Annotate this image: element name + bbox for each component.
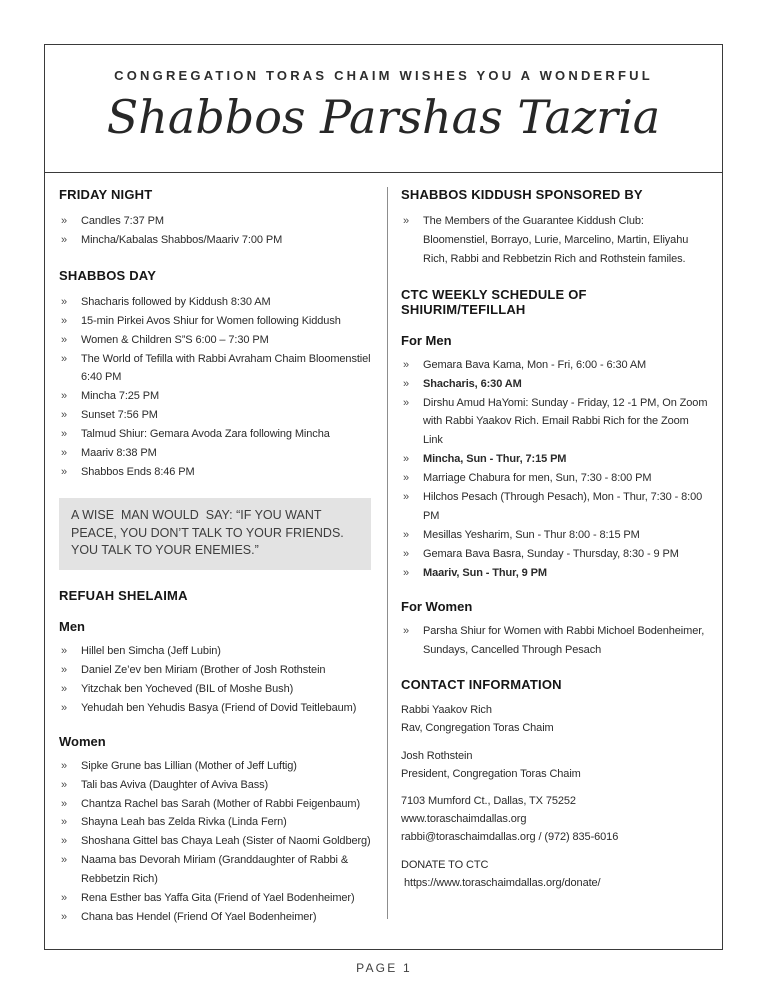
right-column (401, 173, 708, 949)
schedule-item-text: Mincha 7:25 PM (81, 390, 160, 403)
bullet-icon: » (61, 314, 68, 327)
heading-kiddush-sponsor: SHABBOS KIDDUSH SPONSORED BY (401, 187, 643, 202)
refuah-item (59, 680, 371, 699)
bullet-icon: » (403, 528, 410, 541)
friday-night-list (59, 212, 371, 250)
refuah-item-text: Shoshana Gittel bas Chaya Leah (Sister of Naomi Goldberg) (81, 835, 371, 848)
schedule-item (59, 425, 371, 444)
kiddush-sponsor-list (401, 212, 708, 269)
heading-shabbos-day: SHABBOS DAY (59, 267, 157, 283)
schedule-item-text: Women & Children S”S 6:00 – 7:30 PM (81, 333, 269, 346)
schedule-item-text: Mincha, Sun - Thur, 7:15 PM (423, 453, 567, 466)
bullet-icon: » (61, 701, 68, 714)
bullet-icon: » (403, 215, 410, 227)
bullet-icon: » (61, 295, 68, 308)
schedule-item (59, 312, 371, 331)
schedule-item-text: Talmud Shiur: Gemara Avoda Zara following Mincha (81, 428, 330, 441)
bullet-icon: » (61, 854, 68, 867)
refuah-item-text: Yitzchak ben Yocheved (BIL of Moshe Bush) (81, 682, 294, 695)
bullet-icon: » (61, 892, 68, 905)
donate-url: https://www.toraschaimdallas.org/donate/ (401, 876, 601, 889)
bullet-icon: » (61, 409, 68, 422)
refuah-item-text: Chana bas Hendel (Friend Of Yael Bodenheimer) (81, 911, 317, 923)
refuah-item (59, 908, 371, 927)
schedule-item-text: Hilchos Pesach (Through Pesach), Mon - Thur, 7:30 - 8:00 PM (423, 491, 703, 522)
bullet-icon: » (61, 778, 68, 791)
heading-for-women: For Women (401, 598, 473, 614)
refuah-item-text: Shayna Leah bas Zelda Rivka (Linda Fern) (81, 816, 287, 829)
schedule-item (401, 375, 708, 394)
schedule-item-text: Mincha/Kabalas Shabbos/Maariv 7:00 PM (81, 233, 283, 246)
bullet-icon: » (61, 215, 68, 227)
schedule-item (401, 450, 708, 469)
schedule-item-text: The World of Tefilla with Rabbi Avraham Chaim Bloomenstiel 6:40 PM (81, 352, 371, 384)
page-title: Shabbos Parshas Tazria (106, 90, 661, 144)
refuah-item (59, 889, 371, 908)
donate-label: DONATE TO CTC (401, 858, 489, 871)
schedule-item (401, 356, 708, 375)
sponsor-item-text: The Members of the Guarantee Kiddush Club: Bloomenstiel, Borrayo, Lurie, Marcelino, Martin, Eliyahu Rich, Rabbi and Rebbetzin Rich and Rothstein familes. (423, 215, 689, 265)
schedule-item-text: Marriage Chabura for men, Sun, 7:30 - 8:00 PM (423, 472, 652, 485)
schedule-item (401, 469, 708, 488)
schedule-item (59, 350, 371, 388)
schedule-item-text: 15-min Pirkei Avos Shiur for Women following Kiddush (81, 314, 341, 327)
schedule-item (401, 564, 708, 583)
refuah-item (59, 699, 371, 718)
rabbi-name: Rabbi Yaakov Rich (401, 704, 492, 717)
for-women-list (401, 622, 708, 660)
bullet-icon: » (61, 352, 68, 365)
schedule-item (401, 622, 708, 660)
heading-refuah-women: Women (59, 733, 106, 749)
schedule-item-text: Sunset 7:56 PM (81, 409, 158, 422)
bullet-icon: » (61, 911, 68, 923)
shabbos-day-list (59, 293, 371, 482)
schedule-item-text: Parsha Shiur for Women with Rabbi Michoel Bodenheimer, Sundays, Cancelled Through Pesach (423, 624, 705, 656)
rabbi-title: Rav, Congregation Toras Chaim (401, 722, 554, 735)
schedule-item-text: Gemara Bava Basra, Sunday - Thursday, 8:30 - 9 PM (423, 547, 679, 560)
shul-email-phone: rabbi@toraschaimdallas.org / (972) 835-6016 (401, 831, 619, 844)
schedule-item-text: Maariv 8:38 PM (81, 447, 157, 460)
bullet-icon: » (61, 797, 68, 810)
refuah-item (59, 813, 371, 832)
sponsor-item (401, 212, 708, 269)
contact-rabbi (401, 702, 708, 737)
bullet-icon: » (61, 835, 68, 848)
refuah-item-text: Hillel ben Simcha (Jeff Lubin) (81, 645, 221, 658)
schedule-item-text: Shacharis followed by Kiddush 8:30 AM (81, 295, 271, 308)
schedule-item-text: Gemara Bava Kama, Mon - Fri, 6:00 - 6:30 AM (423, 358, 647, 371)
bullet-icon: » (61, 759, 68, 772)
refuah-item (59, 795, 371, 814)
masthead-kicker: CONGREGATION TORAS CHAIM WISHES YOU A WONDERFUL (114, 68, 653, 83)
for-men-list (401, 356, 708, 583)
refuah-item-text: Chantza Rachel bas Sarah (Mother of Rabbi Feigenbaum) (81, 797, 361, 810)
schedule-item-text: Maariv, Sun - Thur, 9 PM (423, 566, 547, 579)
schedule-item (59, 406, 371, 425)
refuah-item-text: Rena Esther bas Yaffa Gita (Friend of Yael Bodenheimer) (81, 892, 355, 905)
bullet-icon: » (403, 491, 410, 504)
refuah-item-text: Daniel Ze’ev ben Miriam (Brother of Josh Rothstein (81, 664, 326, 677)
heading-for-men: For Men (401, 332, 452, 348)
bullet-icon: » (61, 428, 68, 441)
masthead (45, 45, 722, 173)
bullet-icon: » (403, 566, 410, 579)
refuah-men-list (59, 642, 371, 718)
donate-block (401, 857, 708, 892)
schedule-item (401, 394, 708, 451)
content-columns (45, 173, 722, 949)
schedule-item-text: Candles 7:37 PM (81, 215, 164, 227)
schedule-item (59, 231, 371, 250)
schedule-item-text: Dirshu Amud HaYomi: Sunday - Friday, 12 -1 PM, On Zoom with Rabbi Yaakov Rich. Email Rabbi Rich for the Zoom Link (423, 396, 708, 447)
bullet-icon: » (61, 465, 68, 478)
column-divider (387, 187, 388, 919)
bullet-icon: » (61, 645, 68, 658)
refuah-item-text: Naama bas Devorah Miriam (Granddaughter of Rabbi & Rebbetzin Rich) (81, 854, 349, 886)
bullet-icon: » (61, 233, 68, 246)
refuah-item (59, 661, 371, 680)
bullet-icon: » (61, 333, 68, 346)
bullet-icon: » (403, 453, 410, 466)
heading-contact-information: CONTACT INFORMATION (401, 677, 562, 693)
refuah-item-text: Sipke Grune bas Lillian (Mother of Jeff Luftig) (81, 759, 297, 772)
refuah-item (59, 776, 371, 795)
bullet-icon: » (61, 390, 68, 403)
bullet-icon: » (403, 624, 410, 637)
heading-refuah-shelaima: REFUAH SHELAIMA (59, 588, 188, 604)
quote-callout: A WISE MAN WOULD SAY: “IF YOU WANT PEACE, YOU DON’T TALK TO YOUR FRIENDS. YOU TALK TO YOUR ENEMIES.” (59, 498, 371, 570)
schedule-item (59, 293, 371, 312)
heading-refuah-men: Men (59, 619, 85, 635)
schedule-item (59, 444, 371, 463)
schedule-item (59, 387, 371, 406)
heading-weekly-schedule: CTC WEEKLY SCHEDULE OF SHIURIM/TEFILLAH (401, 286, 587, 317)
schedule-item (401, 526, 708, 545)
bullet-icon: » (61, 664, 68, 677)
bullet-icon: » (403, 358, 410, 371)
document-border-box (44, 44, 723, 950)
schedule-item (59, 212, 371, 231)
bullet-icon: » (403, 396, 410, 409)
bullet-icon: » (403, 377, 410, 390)
president-name: Josh Rothstein (401, 749, 473, 762)
refuah-item (59, 757, 371, 776)
contact-president (401, 748, 708, 783)
page-number-label: PAGE 1 (356, 961, 412, 975)
bullet-icon: » (403, 547, 410, 560)
refuah-item (59, 832, 371, 851)
schedule-item (401, 488, 708, 526)
schedule-item-text: Shabbos Ends 8:46 PM (81, 465, 195, 478)
heading-friday-night: FRIDAY NIGHT (59, 187, 153, 202)
shul-website: www.toraschaimdallas.org (401, 813, 527, 826)
bullet-icon: » (403, 472, 410, 485)
bullet-icon: » (61, 816, 68, 829)
refuah-item-text: Tali bas Aviva (Daughter of Aviva Bass) (81, 778, 269, 791)
schedule-item (401, 545, 708, 564)
refuah-item-text: Yehudah ben Yehudis Basya (Friend of Dovid Teitlebaum) (81, 701, 357, 714)
schedule-item-text: Mesillas Yesharim, Sun - Thur 8:00 - 8:15 PM (423, 528, 640, 541)
shul-address: 7103 Mumford Ct., Dallas, TX 75252 (401, 795, 576, 808)
refuah-item (59, 642, 371, 661)
president-title: President, Congregation Toras Chaim (401, 767, 581, 780)
bullet-icon: » (61, 447, 68, 460)
bullet-icon: » (61, 682, 68, 695)
contact-address-block (401, 793, 708, 846)
schedule-item-text: Shacharis, 6:30 AM (423, 377, 522, 390)
left-column (59, 173, 371, 949)
refuah-women-list (59, 757, 371, 927)
schedule-item (59, 463, 371, 482)
refuah-item (59, 851, 371, 889)
schedule-item (59, 331, 371, 350)
